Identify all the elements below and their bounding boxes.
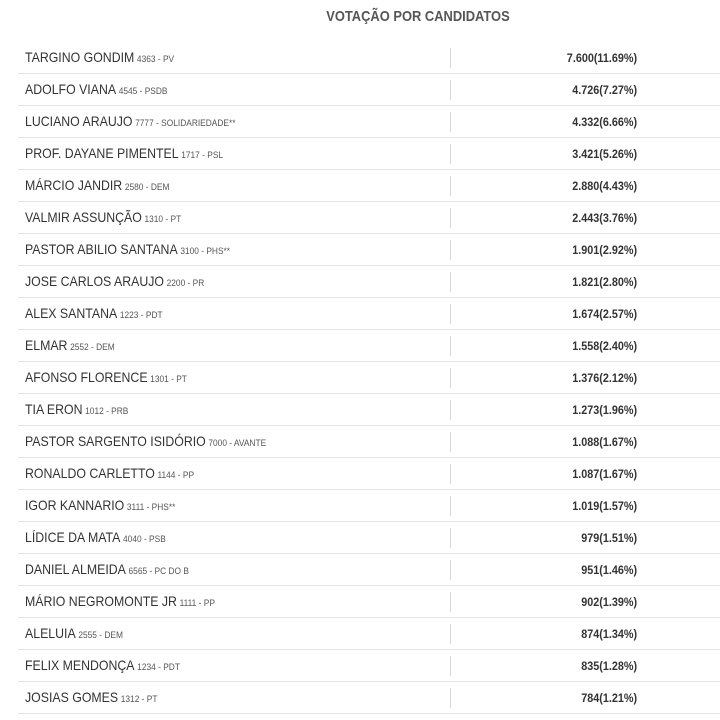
candidate-name: PASTOR ABILIO SANTANA — [25, 241, 178, 257]
candidate-label — [25, 106, 235, 139]
column-divider — [450, 208, 451, 228]
candidate-name-cell — [25, 650, 201, 681]
candidate-votes-cell — [460, 234, 637, 265]
candidate-number-party: 4545 - PSDB — [118, 86, 168, 97]
candidate-label — [25, 458, 194, 491]
candidate-label — [25, 682, 157, 715]
candidate-votes: 1.273(1.96%) — [572, 403, 637, 417]
candidate-name-cell — [25, 618, 136, 649]
candidate-votes-cell — [460, 650, 637, 681]
candidate-name-cell — [25, 522, 185, 553]
candidate-name: RONALDO CARLETTO — [25, 465, 155, 481]
candidate-label — [25, 266, 204, 299]
candidate-label — [25, 650, 180, 683]
candidate-votes: 1.088(1.67%) — [572, 435, 637, 449]
candidate-votes-cell — [460, 42, 637, 73]
candidate-label — [25, 522, 166, 555]
candidate-label — [25, 394, 128, 427]
candidate-votes-cell — [460, 138, 637, 169]
column-divider — [450, 368, 451, 388]
candidate-row — [18, 650, 720, 682]
candidates-table — [18, 42, 720, 714]
column-divider — [450, 560, 451, 580]
candidate-name-cell — [25, 106, 264, 137]
candidate-label — [25, 298, 163, 331]
candidate-name-cell — [25, 266, 229, 297]
candidate-label — [25, 586, 215, 619]
candidate-label — [25, 362, 187, 395]
candidate-votes: 4.332(6.66%) — [572, 115, 637, 129]
candidate-label — [25, 618, 123, 651]
candidate-name: ALEX SANTANA — [25, 305, 118, 321]
column-divider — [450, 336, 451, 356]
candidate-number-party: 2555 - DEM — [78, 630, 123, 641]
candidate-row — [18, 330, 720, 362]
candidate-votes-cell — [460, 298, 637, 329]
candidate-label — [25, 138, 223, 171]
candidate-name: ELMAR — [25, 337, 68, 353]
candidate-row — [18, 682, 720, 714]
candidate-row — [18, 458, 720, 490]
candidate-votes-cell — [460, 170, 637, 201]
column-divider — [450, 272, 451, 292]
candidate-number-party: 2552 - DEM — [70, 342, 115, 353]
candidate-number-party: 2200 - PR — [166, 278, 205, 289]
candidate-row — [18, 298, 720, 330]
candidate-votes: 2.880(4.43%) — [572, 179, 637, 193]
candidate-number-party: 1144 - PP — [157, 470, 195, 481]
candidate-name: JOSE CARLOS ARAUJO — [25, 273, 164, 289]
candidate-votes: 835(1.28%) — [581, 659, 637, 673]
column-divider — [450, 496, 451, 516]
candidate-row — [18, 106, 720, 138]
candidate-row — [18, 490, 720, 522]
candidate-row — [18, 362, 720, 394]
candidate-votes-cell — [460, 586, 637, 617]
candidate-label — [25, 202, 181, 235]
column-divider — [450, 112, 451, 132]
page-title: VOTAÇÃO POR CANDIDATOS — [326, 8, 510, 25]
candidate-votes: 1.087(1.67%) — [572, 467, 637, 481]
candidate-votes: 1.019(1.57%) — [572, 499, 637, 513]
candidate-votes: 784(1.21%) — [581, 691, 637, 705]
candidate-row — [18, 74, 720, 106]
candidate-row — [18, 394, 720, 426]
column-divider — [450, 176, 451, 196]
column-divider — [450, 48, 451, 68]
candidate-name-cell — [25, 554, 211, 585]
candidate-number-party: 7000 - AVANTE — [208, 438, 267, 449]
candidate-name-cell — [25, 138, 250, 169]
candidate-votes: 1.376(2.12%) — [572, 371, 637, 385]
column-divider — [450, 688, 451, 708]
candidate-name: MÁRIO NEGROMONTE JR — [25, 593, 177, 609]
candidate-name-cell — [25, 42, 194, 73]
candidate-name: ALELUIA — [25, 625, 76, 641]
candidate-number-party: 1234 - PDT — [137, 662, 180, 673]
candidate-votes: 874(1.34%) — [581, 627, 637, 641]
candidate-votes-cell — [460, 490, 637, 521]
candidate-name: PASTOR SARGENTO ISIDÓRIO — [25, 433, 206, 449]
candidate-votes-cell — [460, 618, 637, 649]
candidate-name: JOSIAS GOMES — [25, 689, 119, 705]
column-divider — [450, 624, 451, 644]
candidate-votes-cell — [460, 74, 637, 105]
candidate-votes-cell — [460, 330, 637, 361]
column-divider — [450, 304, 451, 324]
candidate-votes-cell — [460, 202, 637, 233]
candidate-row — [18, 426, 720, 458]
candidate-name: PROF. DAYANE PIMENTEL — [25, 145, 179, 161]
candidate-votes: 902(1.39%) — [581, 595, 637, 609]
candidate-label — [25, 42, 174, 75]
candidate-name-cell — [25, 330, 127, 361]
candidate-name-cell — [25, 586, 241, 617]
candidate-votes: 1.901(2.92%) — [572, 243, 637, 257]
column-divider — [450, 80, 451, 100]
candidate-number-party: 4040 - PSB — [123, 534, 166, 545]
candidate-number-party: 1012 - PRB — [85, 406, 129, 417]
candidate-name: LUCIANO ARAUJO — [25, 113, 133, 129]
candidate-votes: 7.600(11.69%) — [566, 51, 637, 65]
column-divider — [450, 464, 451, 484]
candidate-votes-cell — [460, 362, 637, 393]
column-divider — [450, 528, 451, 548]
candidate-votes: 1.674(2.57%) — [572, 307, 637, 321]
candidate-name: ADOLFO VIANA — [25, 81, 117, 97]
candidate-label — [25, 554, 189, 587]
candidate-name-cell — [25, 458, 217, 489]
candidate-number-party: 7777 - SOLIDARIEDADE** — [135, 118, 236, 129]
candidate-row — [18, 522, 720, 554]
candidate-number-party: 4363 - PV — [136, 54, 175, 65]
candidate-name-cell — [25, 426, 299, 457]
candidate-row — [18, 618, 720, 650]
candidate-votes-cell — [460, 106, 637, 137]
candidate-name-cell — [25, 170, 189, 201]
candidate-name-cell — [25, 490, 196, 521]
candidate-label — [25, 234, 230, 267]
candidate-name: AFONSO FLORENCE — [25, 369, 148, 385]
candidate-label — [25, 170, 169, 203]
candidate-name: LÍDICE DA MATA — [25, 529, 121, 545]
candidate-votes-cell — [460, 554, 637, 585]
candidate-row — [18, 266, 720, 298]
candidate-votes: 4.726(7.27%) — [572, 83, 637, 97]
candidate-row — [18, 586, 720, 618]
candidate-votes: 1.821(2.80%) — [572, 275, 637, 289]
candidate-number-party: 1111 - PP — [179, 598, 215, 609]
candidate-votes-cell — [460, 522, 637, 553]
candidate-name: TIA ERON — [25, 401, 83, 417]
candidate-votes-cell — [460, 394, 637, 425]
candidate-name-cell — [25, 234, 258, 265]
candidate-row — [18, 202, 720, 234]
column-divider — [450, 144, 451, 164]
candidate-votes-cell — [460, 426, 637, 457]
candidate-number-party: 1717 - PSL — [181, 150, 224, 161]
candidate-number-party: 3111 - PHS** — [126, 502, 176, 513]
candidate-row — [18, 42, 720, 74]
candidate-name: VALMIR ASSUNÇÃO — [25, 209, 142, 225]
candidate-number-party: 1301 - PT — [150, 374, 187, 385]
candidate-number-party: 2580 - DEM — [124, 182, 170, 193]
candidate-number-party: 6565 - PC DO B — [128, 566, 189, 577]
candidate-label — [25, 74, 167, 107]
candidate-name-cell — [25, 202, 203, 233]
candidate-row — [18, 234, 720, 266]
candidate-votes-cell — [460, 682, 637, 713]
candidate-name: IGOR KANNARIO — [25, 497, 125, 513]
column-divider — [450, 592, 451, 612]
candidate-name-cell — [25, 74, 187, 105]
column-divider — [450, 656, 451, 676]
candidate-label — [25, 330, 115, 363]
candidate-votes: 2.443(3.76%) — [572, 211, 637, 225]
candidate-row — [18, 170, 720, 202]
candidate-row — [18, 554, 720, 586]
candidate-number-party: 1310 - PT — [144, 214, 182, 225]
candidate-label — [25, 490, 175, 523]
candidate-label — [25, 426, 266, 459]
candidate-name: TARGINO GONDIM — [25, 49, 135, 65]
candidate-name-cell — [25, 394, 142, 425]
candidate-votes: 951(1.46%) — [581, 563, 637, 577]
candidate-votes: 3.421(5.26%) — [572, 147, 637, 161]
candidate-votes-cell — [460, 266, 637, 297]
candidate-votes: 1.558(2.40%) — [572, 339, 637, 353]
candidate-name-cell — [25, 362, 209, 393]
candidate-name: MÁRCIO JANDIR — [25, 177, 123, 193]
candidate-votes: 979(1.51%) — [581, 531, 637, 545]
candidate-name: DANIEL ALMEIDA — [25, 561, 126, 577]
candidate-number-party: 1312 - PT — [120, 694, 158, 705]
candidate-number-party: 3100 - PHS** — [180, 246, 231, 257]
column-divider — [450, 240, 451, 260]
column-divider — [450, 400, 451, 420]
candidate-row — [18, 138, 720, 170]
candidate-votes-cell — [460, 458, 637, 489]
candidate-name-cell — [25, 682, 176, 713]
column-divider — [450, 432, 451, 452]
candidate-name-cell — [25, 298, 181, 329]
candidate-name: FELIX MENDONÇA — [25, 657, 135, 673]
candidate-number-party: 1223 - PDT — [119, 310, 163, 321]
